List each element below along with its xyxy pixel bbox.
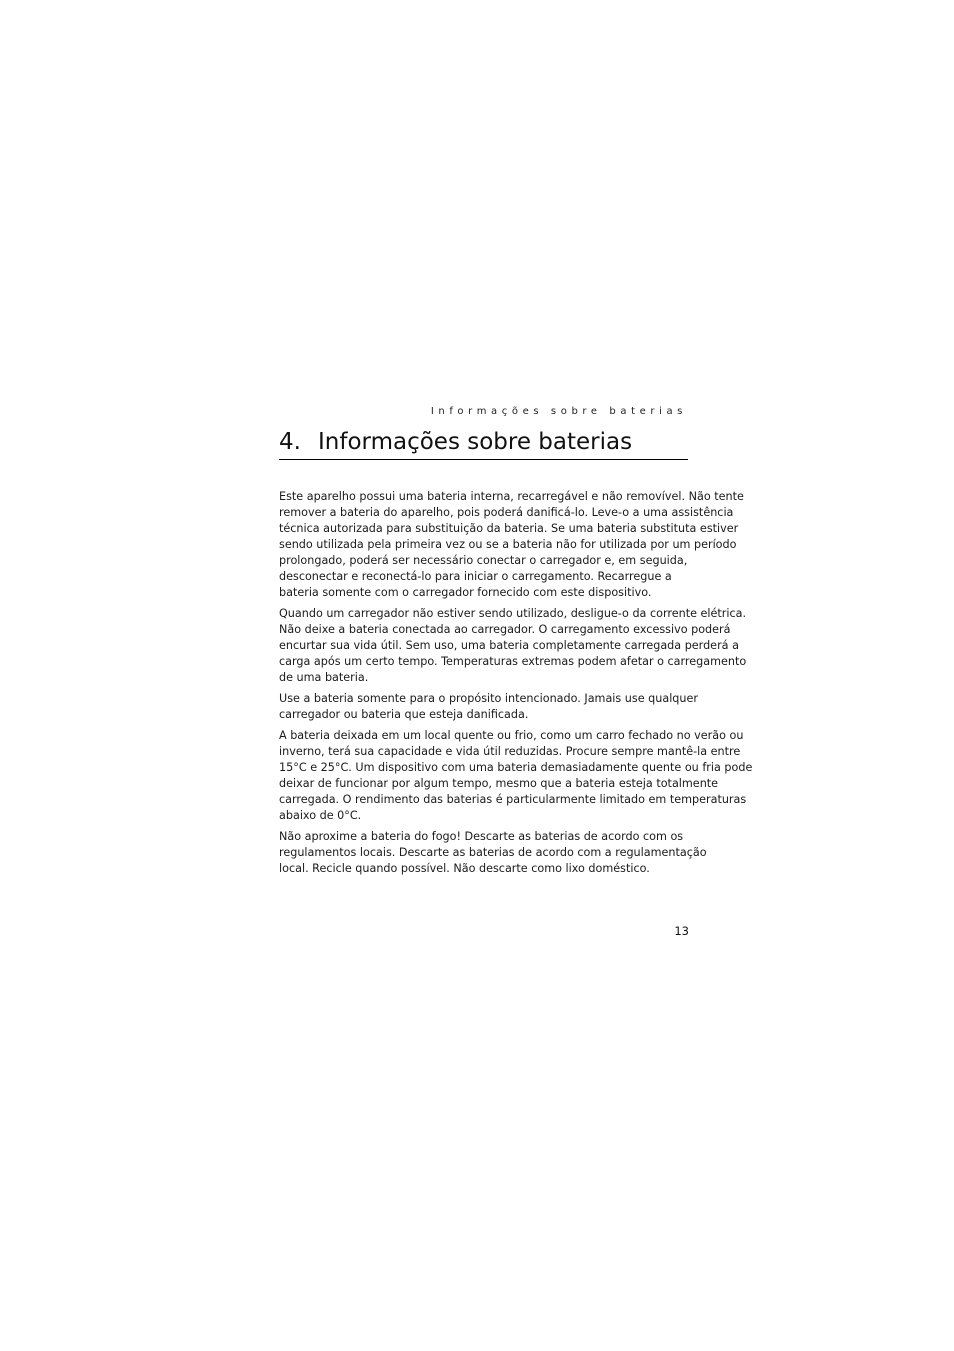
- text-line: deixar de funcionar por algum tempo, mesmo que a bateria esteja totalmente: [279, 777, 719, 790]
- text-line: de uma bateria.: [279, 671, 369, 684]
- body-text: [279, 489, 753, 882]
- text-line: Este aparelho possui uma bateria interna, recarregável e não removível. Não tente: [279, 490, 744, 503]
- paragraph-charger-usage: [279, 606, 747, 686]
- text-line: carregada. O rendimento das baterias é particularmente limitado em temperaturas: [279, 793, 747, 806]
- paragraph-temperature: [279, 728, 753, 824]
- paragraph-battery-internal: [279, 489, 744, 601]
- text-line: 15°C e 25°C. Um dispositivo com uma bateria demasiadamente quente ou fria pode: [279, 761, 753, 774]
- text-line: encurtar sua vida útil. Sem uso, uma bateria completamente carregada perderá a: [279, 639, 739, 652]
- text-line: local. Recicle quando possível. Não descarte como lixo doméstico.: [279, 862, 650, 875]
- text-line: carregador ou bateria que esteja danificada.: [279, 708, 529, 721]
- text-line: técnica autorizada para substituição da bateria. Se uma bateria substituta estiver: [279, 522, 739, 535]
- text-line: Não deixe a bateria conectada ao carregador. O carregamento excessivo poderá: [279, 623, 731, 636]
- text-line: carga após um certo tempo. Temperaturas extremas podem afetar o carregamento: [279, 655, 747, 668]
- text-line: Não aproxime a bateria do fogo! Descarte as baterias de acordo com os: [279, 830, 684, 843]
- running-header: Informações sobre baterias: [430, 406, 687, 417]
- text-line: Quando um carregador não estiver sendo utilizado, desligue-o da corrente elétrica.: [279, 607, 747, 620]
- chapter-heading: [279, 427, 688, 460]
- text-line: bateria somente com o carregador fornecido com este dispositivo.: [279, 586, 652, 599]
- text-line: desconectar e reconectá-lo para iniciar o carregamento. Recarregue a: [279, 570, 672, 583]
- chapter-title: Informações sobre baterias: [318, 429, 633, 455]
- text-line: remover a bateria do aparelho, pois poderá danificá-lo. Leve-o a uma assistência: [279, 506, 734, 519]
- text-line: abaixo de 0°C.: [279, 809, 362, 822]
- paragraph-disposal: [279, 829, 707, 877]
- page-number: 13: [674, 924, 689, 938]
- text-line: inverno, terá sua capacidade e vida útil reduzidas. Procure sempre mantê-la entre: [279, 745, 741, 758]
- text-line: Use a bateria somente para o propósito intencionado. Jamais use qualquer: [279, 692, 698, 705]
- text-line: regulamentos locais. Descarte as baterias de acordo com a regulamentação: [279, 846, 707, 859]
- paragraph-intended-use: [279, 691, 699, 723]
- text-line: prolongado, poderá ser necessário conectar o carregador e, em seguida,: [279, 554, 688, 567]
- chapter-number: 4.: [279, 429, 301, 455]
- text-line: sendo utilizada pela primeira vez ou se a bateria não for utilizada por um período: [279, 538, 737, 551]
- text-line: A bateria deixada em um local quente ou frio, como um carro fechado no verão ou: [279, 729, 744, 742]
